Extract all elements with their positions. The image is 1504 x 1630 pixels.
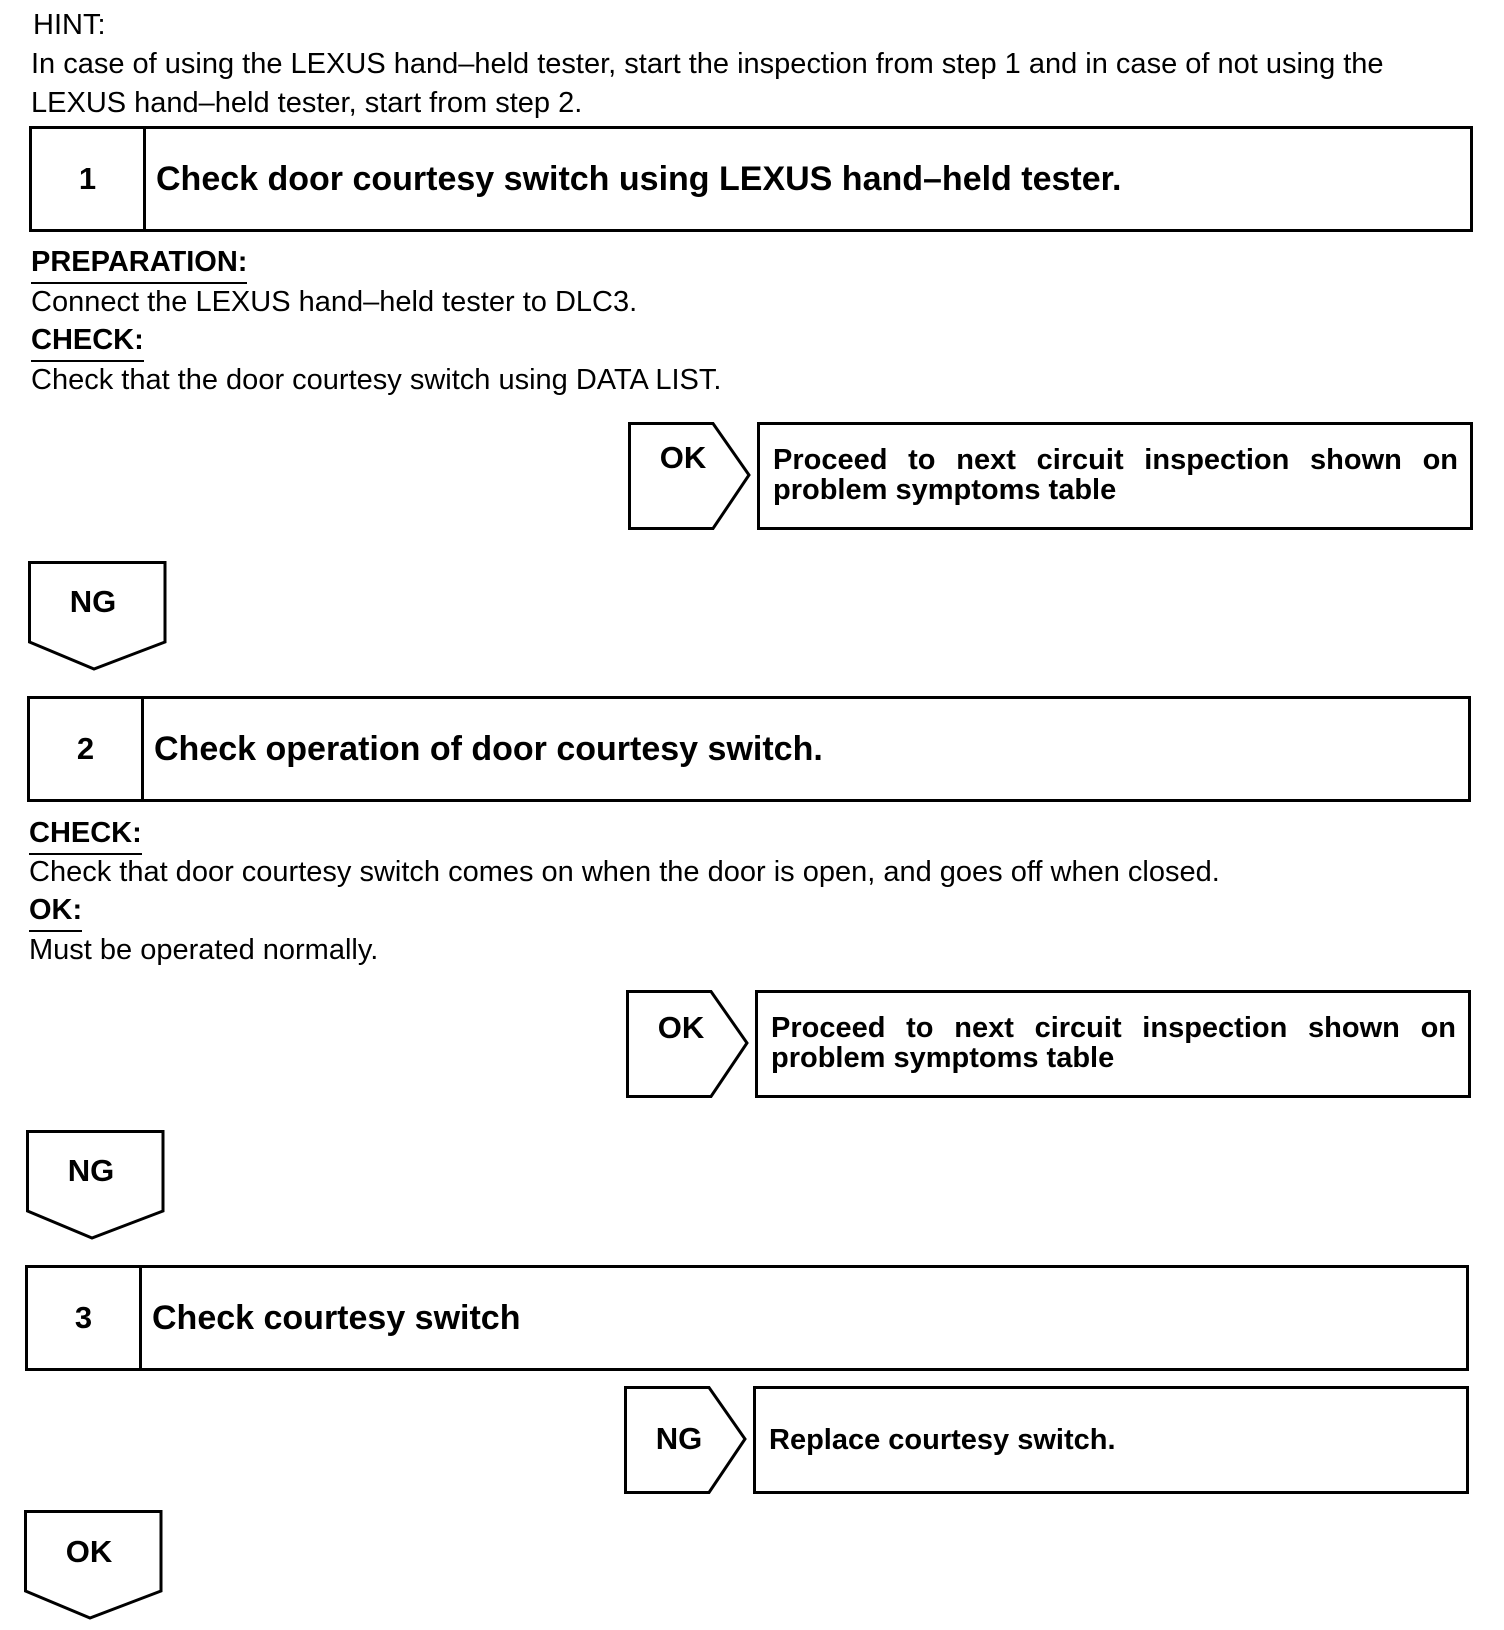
step-2-box: [27, 696, 1471, 802]
step-1-ok-result: Proceed to next circuit inspection shown on problem symptoms table: [757, 422, 1473, 530]
step-3-box: [25, 1265, 1469, 1371]
step-2-ng-label: NG: [67, 1153, 115, 1188]
step-1-ok-label: OK: [659, 440, 707, 475]
step-1-check-text: Check that the door courtesy switch using DATA LIST.: [31, 364, 722, 396]
step-3-number: 3: [28, 1268, 142, 1368]
step-3-ng-result: Replace courtesy switch.: [753, 1386, 1469, 1494]
hint-text: In case of using the LEXUS hand–held tester, start the inspection from step 1 and in case of not using the LEXUS hand–held tester, start from step 2.: [31, 48, 1384, 119]
step-2-check-text: Check that door courtesy switch comes on when the door is open, and goes off when closed.: [29, 856, 1220, 888]
step-1-ok-arrow-icon: [628, 422, 751, 530]
step-1-box: [29, 126, 1473, 232]
step-2-ok-result: Proceed to next circuit inspection shown on problem symptoms table: [755, 990, 1471, 1098]
step-3-ok-label: OK: [65, 1534, 113, 1569]
step-2-title: Check operation of door courtesy switch.: [154, 729, 823, 768]
step-2-number: 2: [30, 699, 144, 799]
step-2-ok-spec-text: Must be operated normally.: [29, 934, 379, 966]
step-1-ng-label: NG: [69, 584, 117, 619]
step-1-preparation-text: Connect the LEXUS hand–held tester to DLC3.: [31, 286, 638, 318]
step-2-check-label: CHECK:: [29, 814, 142, 855]
step-1-number: 1: [32, 129, 146, 229]
step-3-title: Check courtesy switch: [152, 1298, 521, 1337]
step-1-title: Check door courtesy switch using LEXUS hand–held tester.: [156, 159, 1122, 198]
step-3-ng-label: NG: [655, 1421, 703, 1456]
step-1-check-label: CHECK:: [31, 321, 144, 362]
hint-label: HINT:: [33, 9, 106, 41]
step-1-preparation-label: PREPARATION:: [31, 243, 247, 284]
step-2-ok-label: OK: [657, 1010, 705, 1045]
step-2-ok-spec-label: OK:: [29, 891, 82, 932]
